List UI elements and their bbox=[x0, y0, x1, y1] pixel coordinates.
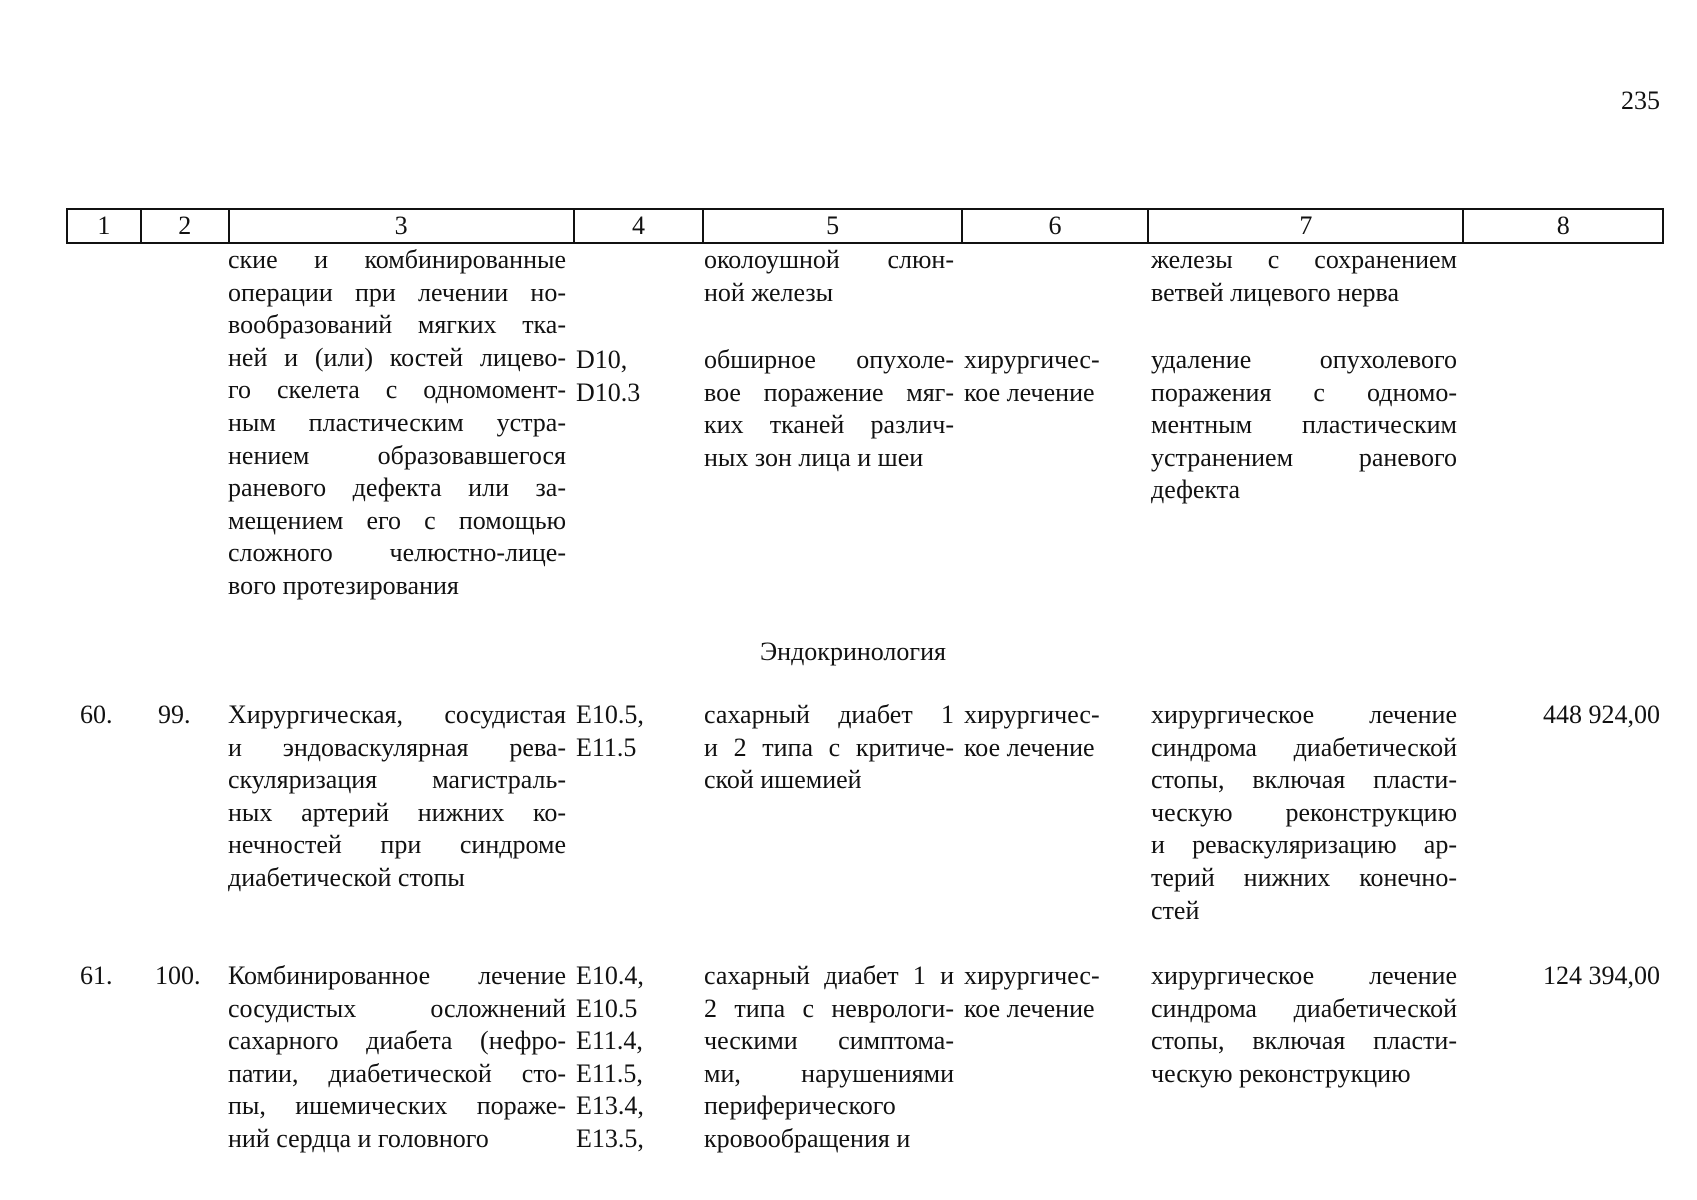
header-col-3: 3 bbox=[228, 210, 573, 242]
row60-col3-line: и эндоваскулярная рева- bbox=[228, 732, 566, 762]
row60-col6-line: хирургичес- bbox=[964, 700, 1100, 729]
row60-col3-line: нечностей при синдроме bbox=[228, 830, 566, 860]
cont-col3-line: вообразований мягких тка- bbox=[228, 310, 566, 340]
cont-col7b-line: удаление опухолевого bbox=[1151, 345, 1457, 374]
row60-col5-line: ской ишемией bbox=[704, 765, 862, 795]
row60-col5-line: сахарный диабет 1 bbox=[704, 700, 954, 729]
row60-col7-line: стей bbox=[1151, 895, 1200, 925]
row61-num: 61. bbox=[80, 961, 113, 990]
row61-col6 bbox=[964, 960, 1114, 1025]
row61-col4-line: E11.5, bbox=[576, 1058, 643, 1088]
row61-col3 bbox=[228, 960, 566, 1156]
row60-col3-line: ных артерий нижних ко- bbox=[228, 797, 566, 827]
table-header-row bbox=[66, 208, 1664, 244]
header-col-7: 7 bbox=[1147, 210, 1462, 242]
row61-col3-line: ний сердца и головного bbox=[228, 1123, 489, 1153]
section-title: Эндокринология bbox=[760, 637, 946, 666]
cont-col5a-line: околоушной слюн- bbox=[704, 245, 954, 274]
cont-col7a bbox=[1151, 244, 1457, 309]
row61-col4-line: E11.4, bbox=[576, 1026, 643, 1056]
row61-col5-line: периферического bbox=[704, 1091, 896, 1121]
row60-col4 bbox=[576, 699, 686, 764]
cont-col5a bbox=[704, 244, 954, 309]
cont-col4b-line: D10.3 bbox=[576, 377, 641, 407]
row61-col7-line: ческую реконструкцию bbox=[1151, 1058, 1411, 1088]
row61-col5-line: 2 типа с неврологи- bbox=[704, 993, 954, 1023]
row61-col5-line: ми, нарушениями bbox=[704, 1058, 954, 1088]
header-col-6: 6 bbox=[961, 210, 1148, 242]
cont-col3 bbox=[228, 244, 566, 603]
row60-col3 bbox=[228, 699, 566, 895]
cont-col5a-line: ной железы bbox=[704, 277, 834, 307]
cont-col5b bbox=[704, 344, 954, 474]
cont-col7b bbox=[1151, 344, 1457, 507]
row60-col4-line: E11.5 bbox=[576, 732, 637, 762]
row60-col7-line: стопы, включая пласти- bbox=[1151, 765, 1457, 795]
row61-col5-line: сахарный диабет 1 и bbox=[704, 961, 954, 990]
cont-col3-line: мещением его с помощью bbox=[228, 505, 566, 535]
row61-col3-line: сосудистых осложнений bbox=[228, 993, 566, 1023]
row60-col7-line: ческую реконструкцию bbox=[1151, 797, 1457, 827]
header-col-8: 8 bbox=[1462, 210, 1662, 242]
cont-col7b-line: устранением раневого bbox=[1151, 442, 1457, 472]
row61-col4-line: E10.4, bbox=[576, 961, 644, 990]
row60-col3-line: диабетической стопы bbox=[228, 862, 465, 892]
cont-col6b-line: кое лечение bbox=[964, 377, 1095, 407]
cont-col7b-line: ментным пластическим bbox=[1151, 410, 1457, 440]
row60-num: 60. bbox=[80, 700, 113, 729]
header-col-5: 5 bbox=[702, 210, 960, 242]
row61-col4-line: E10.5 bbox=[576, 993, 638, 1023]
row60-col3-line: скуляризация магистраль- bbox=[228, 765, 566, 795]
row61-col4 bbox=[576, 960, 686, 1156]
row61-col3-line: сахарного диабета (нефро- bbox=[228, 1026, 566, 1056]
header-col-1: 1 bbox=[97, 211, 111, 240]
row60-price: 448 924,00 bbox=[1543, 700, 1660, 729]
row61-col7-line: синдрома диабетической bbox=[1151, 993, 1457, 1023]
row61-col5 bbox=[704, 960, 954, 1156]
cont-col3-line: нением образовавшегося bbox=[228, 440, 566, 470]
row60-col7 bbox=[1151, 699, 1457, 927]
row60-col6-line: кое лечение bbox=[964, 732, 1095, 762]
cont-col7a-line: железы с сохранением bbox=[1151, 245, 1457, 274]
row61-code: 100. bbox=[155, 961, 201, 990]
cont-col7b-line: поражения с одномо- bbox=[1151, 377, 1457, 407]
cont-col4b bbox=[576, 344, 686, 409]
cont-col5b-line: ных зон лица и шеи bbox=[704, 442, 924, 472]
cont-col3-line: вого протезирования bbox=[228, 570, 459, 600]
cont-col4b-line: D10, bbox=[576, 345, 628, 374]
cont-col7a-line: ветвей лицевого нерва bbox=[1151, 277, 1399, 307]
row60-col7-line: и реваскуляризацию ар- bbox=[1151, 830, 1457, 860]
cont-col3-line: ным пластическим устра- bbox=[228, 407, 566, 437]
cont-col5b-line: ких тканей различ- bbox=[704, 410, 954, 440]
row60-col7-line: хирургическое лечение bbox=[1151, 700, 1457, 729]
cont-col6b bbox=[964, 344, 1114, 409]
row61-col3-line: пы, ишемических пораже- bbox=[228, 1091, 566, 1121]
row61-col7-line: стопы, включая пласти- bbox=[1151, 1026, 1457, 1056]
cont-col3-line: операции при лечении но- bbox=[228, 277, 566, 307]
row61-price: 124 394,00 bbox=[1543, 961, 1660, 990]
cont-col6b-line: хирургичес- bbox=[964, 345, 1100, 374]
row61-col6-line: хирургичес- bbox=[964, 961, 1100, 990]
row61-col5-line: ческими симптома- bbox=[704, 1026, 954, 1056]
row61-col6-line: кое лечение bbox=[964, 993, 1095, 1023]
header-col-2: 2 bbox=[140, 210, 228, 242]
cont-col7b-line: дефекта bbox=[1151, 475, 1240, 505]
row60-col6 bbox=[964, 699, 1114, 764]
row61-col7 bbox=[1151, 960, 1457, 1090]
cont-col3-line: ские и комбинированные bbox=[228, 245, 566, 274]
row60-col7-line: терий нижних конечно- bbox=[1151, 862, 1457, 892]
cont-col3-line: го скелета с одномомент- bbox=[228, 375, 566, 405]
row61-col5-line: кровообращения и bbox=[704, 1123, 911, 1153]
cont-col3-line: раневого дефекта или за- bbox=[228, 473, 566, 503]
row60-col4-line: E10.5, bbox=[576, 700, 644, 729]
row61-col3-line: Комбинированное лечение bbox=[228, 961, 566, 990]
row60-col3-line: Хирургическая, сосудистая bbox=[228, 700, 566, 729]
row61-col3-line: патии, диабетической сто- bbox=[228, 1058, 566, 1088]
page-number: 235 bbox=[1621, 86, 1660, 115]
cont-col5b-line: обширное опухоле- bbox=[704, 345, 954, 374]
row61-col4-line: E13.5, bbox=[576, 1123, 644, 1153]
cont-col5b-line: вое поражение мяг- bbox=[704, 377, 954, 407]
header-col-4: 4 bbox=[573, 210, 703, 242]
cont-col3-line: сложного челюстно-лице- bbox=[228, 538, 566, 568]
row61-col7-line: хирургическое лечение bbox=[1151, 961, 1457, 990]
row61-col4-line: E13.4, bbox=[576, 1091, 644, 1121]
row60-col5-line: и 2 типа с критиче- bbox=[704, 732, 954, 762]
row60-col5 bbox=[704, 699, 954, 797]
row60-code: 99. bbox=[158, 700, 191, 729]
cont-col3-line: ней и (или) костей лицево- bbox=[228, 342, 566, 372]
row60-col7-line: синдрома диабетической bbox=[1151, 732, 1457, 762]
